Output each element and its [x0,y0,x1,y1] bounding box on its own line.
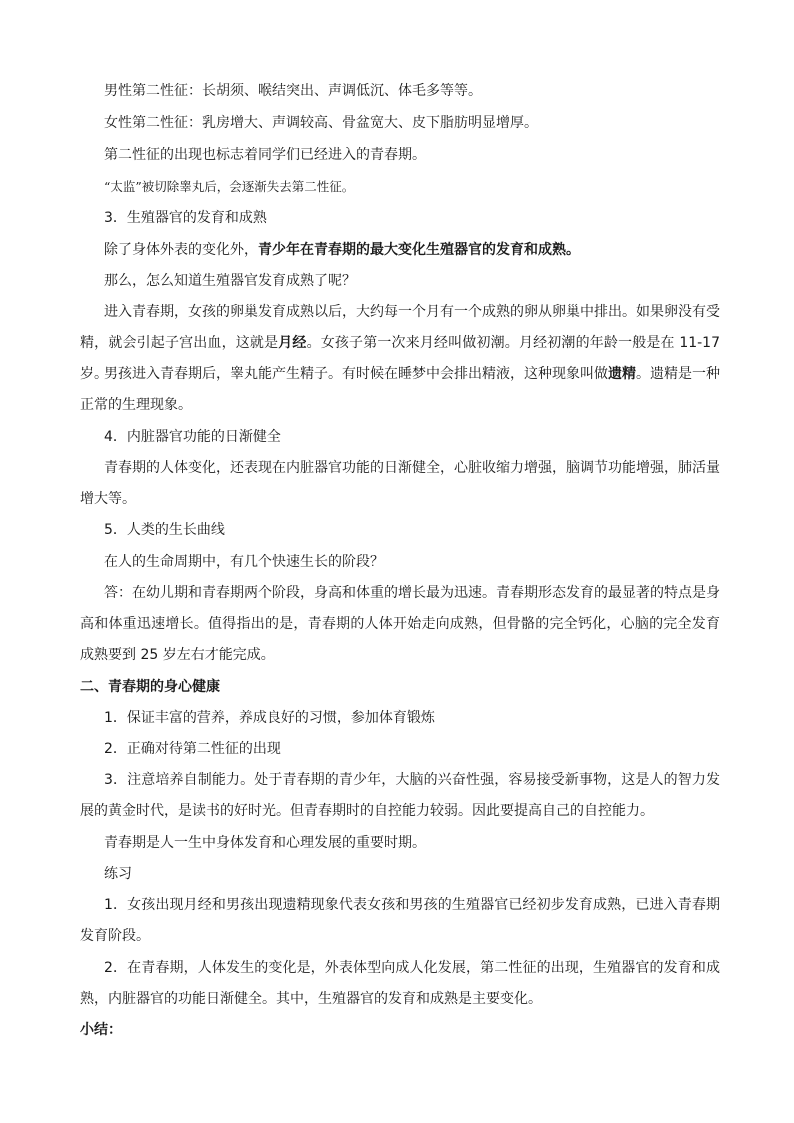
male-traits-paragraph: 男性第二性征：长胡须、喉结突出、声调低沉、体毛多等等。 [104,83,482,99]
reproductive-change-intro: 除了身体外表的变化外， [104,242,258,258]
emission-text-a: 男孩进入青春期后，睾丸能产生精子。有时候在睡梦中会排出精液，这种现象叫做 [104,366,608,382]
exercise-heading: 练习 [104,866,132,882]
section-4-heading: 4．内脏器官功能的日渐健全 [104,429,281,445]
section-two-heading: 二、青春期的身心健康 [80,679,220,695]
puberty-importance-paragraph: 青春期是人一生中身体发育和心理发展的重要时期。 [104,835,426,851]
question-maturity-paragraph: 那么，怎么知道生殖器官发育成熟了呢？ [104,273,356,289]
female-traits-paragraph: 女性第二性征：乳房增大、声调较高、骨盆宽大、皮下脂肪明显增厚。 [104,115,538,131]
exercise-item-1: 1．女孩出现月经和男孩出现遗精现象代表女孩和男孩的生殖器官已经初步发育成熟，已进入青春期发育阶段。 [80,897,720,944]
reproductive-change-emphasis: 青少年在青春期的最大变化生殖器官的发育和成熟。 [258,242,580,258]
organ-function-paragraph: 青春期的人体变化，还表现在内脏器官功能的日渐健全，心脏收缩力增强，脑调节功能增强，肺活量增大等。 [80,460,720,507]
health-point-2: 2．正确对待第二性征的出现 [104,741,281,757]
summary-heading: 小结： [80,1022,122,1038]
emission-term: 遗精 [608,366,636,382]
health-point-3: 3．注意培养自制能力。处于青春期的青少年，大脑的兴奋性强，容易接受新事物，这是人的智力发展的黄金时代，是读书的好时光。但青春期时的自控能力较弱。因此要提高自己的自控能力。 [80,772,720,819]
section-3-heading: 3．生殖器官的发育和成熟 [104,210,267,226]
growth-answer-paragraph: 答：在幼儿期和青春期两个阶段，身高和体重的增长最为迅速。青春期形态发育的最显著的特点是身高和体重迅速增长。值得指出的是，青春期的人体开始走向成熟，但骨骼的完全钙化，心脑的完全发育成熟要到 25 岁左右才能完成。 [80,585,720,663]
menstruation-term: 月经 [278,335,307,351]
menstruation-text-b: 。女孩子第一次来月经叫做初潮。月经初潮的年龄一般是在 11-17 岁。 [80,335,720,382]
growth-question-paragraph: 在人的生命周期中，有几个快速生长的阶段？ [104,554,384,570]
menstruation-text-a: 进入青春期，女孩的卵巢发育成熟以后，大约每一个月有一个成熟的卵从卵巢中排出。如果卵没有受精，就会引起子宫出血，这就是 [80,304,720,351]
reproductive-change-paragraph [80,235,720,266]
emission-text-b: 。遗精是一种正常的生理现象。 [80,366,720,413]
health-point-1: 1．保证丰富的营养，养成良好的习惯，参加体育锻炼 [104,710,435,726]
section-5-heading: 5．人类的生长曲线 [104,522,225,538]
exercise-item-2: 2．在青春期，人体发生的变化是，外表体型向成人化发展，第二性征的出现，生殖器官的发育和成熟，内脏器官的功能日渐健全。其中，生殖器官的发育和成熟是主要变化。 [80,960,720,1007]
eunuch-note-paragraph: “太监”被切除睾丸后，会逐渐失去第二性征。 [104,179,355,194]
emission-paragraph [80,359,720,421]
puberty-sign-paragraph: 第二性征的出现也标志着同学们已经进入的青春期。 [104,147,426,163]
